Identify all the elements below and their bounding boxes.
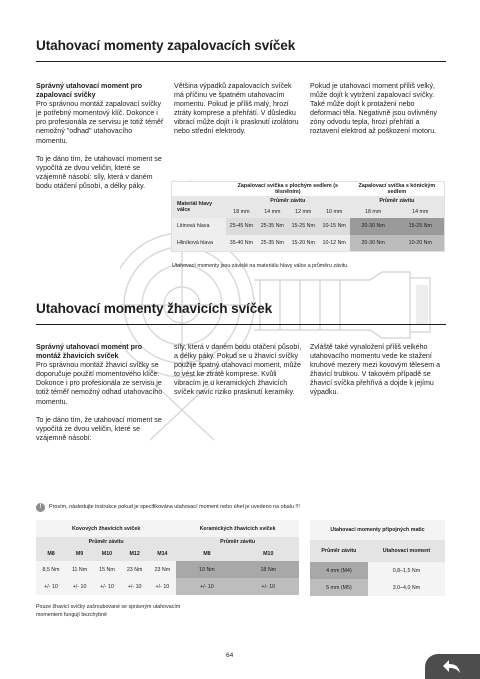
table1-cell: 10-12 Nm — [319, 235, 350, 252]
table2-head-metal: Kovových žhavicích svíček — [36, 520, 176, 537]
table1-cell: 20-30 Nm — [350, 235, 397, 252]
table2-head-ceramic: Keramických žhavicích svíček — [176, 520, 299, 537]
spark-text-column-3 — [310, 82, 444, 146]
table3-cell: 4 mm (M4) — [310, 562, 368, 579]
table1-corner — [172, 182, 226, 196]
glow-plug-torque-table — [36, 520, 299, 595]
table1-thread-right: Průměr závitu — [350, 196, 445, 207]
table2-thread-left: Průměr závitu — [36, 537, 176, 547]
title-underline — [36, 61, 446, 62]
table-row — [172, 218, 445, 235]
spark-col1-paragraph-1: Pro správnou montáž zapalovací svíčky je potřebný momentový klíč. Dokonce i pro profesionála ze servisu je totiž téměř nemožný "odhad" utahovacího momentu. — [36, 100, 164, 145]
table2-size: M10 — [93, 547, 121, 561]
table2-cell: +/- 10 — [36, 578, 66, 595]
spark-text-column-1 — [36, 82, 164, 200]
table1-cell: 10-20 Nm — [397, 235, 445, 252]
nut-torque-table — [310, 520, 445, 596]
footnote: Pouze žhavicí svíčky zašroubované se správným utahovacím momentem fungují bezchybně — [36, 604, 181, 618]
table-row — [310, 562, 445, 579]
spark-col3-paragraph: Pokud je utahovací moment příliš velký, může dojít k vytržení zapalovací svíčky. Také může dojít k protažení nebo deformaci těla. Negativně jsou ovlivněny zóny odvodu tepla, hrozí přehřátí a roztavení elektrod až poškození motoru. — [310, 82, 437, 136]
table3-cell: 0,8–1,5 Nm — [368, 562, 445, 579]
table-row — [310, 579, 445, 596]
table2-cell: +/- 10 — [93, 578, 121, 595]
table2-thread-right: Průměr závitu — [176, 537, 299, 547]
table2-cell: +/- 10 — [238, 578, 299, 595]
section-title-spark-plugs: Utahovací momenty zapalovacích svíček — [36, 38, 296, 53]
table3-col-size: Průměr závitu — [310, 540, 368, 562]
table2-size: M10 — [238, 547, 299, 561]
table-row — [172, 235, 445, 252]
section-title-glow-plugs: Utahovací momenty žhavicích svíček — [36, 301, 273, 316]
info-exclamation-icon: ! — [36, 503, 45, 512]
table1-head-conical-seat: Zapalovací svíčka s kónickým sedlem — [358, 182, 436, 195]
table2-cell: +/- 10 — [66, 578, 93, 595]
table1-size: 14 mm — [257, 207, 288, 218]
table2-size: M9 — [66, 547, 93, 561]
table1-size: 10 mm — [319, 207, 350, 218]
table2-size: M14 — [149, 547, 177, 561]
glow-text-column-3 — [310, 343, 444, 407]
table2-cell: 8,5 Nm — [36, 561, 66, 578]
table1-cell: 10-15 Nm — [319, 218, 350, 235]
table1-material-header: Materiál hlavy válce — [172, 196, 226, 218]
page-number: 64 — [226, 652, 234, 659]
table2-size: M12 — [121, 547, 149, 561]
glow-col1-paragraph-1: Pro správnou montáž žhavicí svíčky se doporučuje použití momentového klíče. Dokonce i pro profesionála ze servisu je totiž téměř nemožný odhad utahovacího momentu. — [36, 361, 163, 406]
table2-cell: 23 Nm — [121, 561, 149, 578]
glow-text-column-1 — [36, 343, 164, 452]
table1-cell: 25-35 Nm — [257, 218, 288, 235]
table1-size: 12 mm — [288, 207, 319, 218]
spark-col1-heading: Správný utahovací moment pro zapalovací svíčky — [36, 82, 143, 100]
table3-head: Utahovací momenty připojných matic — [310, 520, 445, 540]
table2-cell: 11 Nm — [66, 561, 93, 578]
table1-size: 18 mm — [226, 207, 257, 218]
table1-cell: 15-25 Nm — [288, 218, 319, 235]
spark-col2-paragraph: Většina výpadků zapalovacích svíček má příčinu ve špatném utahovacím momentu. Pokud je příliš malý, hrozí ztráty komprese a přehřátí. V důsledku vibrací může dojít i k prasknutí izolátoru nebo střední elektrody. — [174, 82, 299, 136]
table2-size: M8 — [36, 547, 66, 561]
table2-cell: +/- 10 — [149, 578, 177, 595]
glow-text-column-2 — [174, 343, 302, 407]
table2-cell: 10 Nm — [176, 561, 237, 578]
spark-col1-paragraph-2: To je dáno tím, že utahovací moment se vypočítá ze dvou veličin, které se vzájemně násobí: síly, která v daném bodu otáčení působí, a délky páky. — [36, 154, 162, 190]
spark-plug-torque-table — [171, 181, 445, 252]
glow-col3-paragraph: Zvláště také vynaložení příliš velkého utahovacího momentu vede ke stažení kruhové mezery mezi kovovým tělesem a žhavicí trubkou. V takovém případě se žhavicí svíčka přehřívá a dojde k jejímu výpadku. — [310, 343, 441, 397]
table1-row-label: Litinová hlava — [172, 218, 226, 235]
table2-cell: 18 Nm — [238, 561, 299, 578]
table1-size: 14 mm — [397, 207, 445, 218]
glow-col2-paragraph: síly, která v daném bodu otáčení působí, a délky páky. Pokud se u žhavicí svíčky použije špatný utahovací moment, může to vést ke ztrátě komprese. Kvůli vibracím je u keramických žhavicích svíček navíc riziko prasknutí keramiky. — [174, 343, 302, 397]
glow-col1-heading: Správný utahovací moment pro montáž žhavicích svíček — [36, 343, 143, 361]
table1-cell: 15-20 Nm — [288, 235, 319, 252]
table3-col-torque: Utahovací moment — [368, 540, 445, 562]
table2-cell: 15 Nm — [93, 561, 121, 578]
title-underline — [36, 324, 446, 325]
table1-size: 18 mm — [350, 207, 397, 218]
table1-cell: 15-25 Nm — [397, 218, 445, 235]
table-row — [36, 561, 299, 578]
table1-cell: 20-30 Nm — [350, 218, 397, 235]
back-button[interactable] — [425, 654, 480, 679]
table1-cell: 25-35 Nm — [257, 235, 288, 252]
table2-cell: 23 Nm — [149, 561, 177, 578]
table3-cell: 5 mm (M5) — [310, 579, 368, 596]
spark-text-column-2 — [174, 82, 302, 146]
table1-head-flat-seat: Zapalovací svíčka s plochým sedlem (s těsněním) — [237, 182, 338, 195]
table1-cell: 35-40 Nm — [226, 235, 257, 252]
table2-cell: +/- 10 — [121, 578, 149, 595]
table-row — [36, 578, 299, 595]
table1-cell: 25-45 Nm — [226, 218, 257, 235]
table2-size: M8 — [176, 547, 237, 561]
info-notice — [36, 503, 445, 513]
table1-note: Utahovací momenty jsou závislé na materiálu hlavy válce a průměru závitu — [172, 263, 348, 269]
table1-row-label: Hliníková hlava — [172, 235, 226, 252]
info-notice-text: Prosím, následujte instrukce pokud je specifikována utahovací moment nebo úhel je uvedeno na obalu !!! — [49, 504, 300, 510]
back-arrow-icon — [441, 658, 463, 675]
table3-cell: 3,0–4,0 Nm — [368, 579, 445, 596]
table1-thread-left: Průměr závitu — [226, 196, 350, 207]
glow-col1-paragraph-2: To je dáno tím, že utahovací moment se vypočítá ze dvou veličin, které se vzájemně násobí: — [36, 415, 162, 442]
table2-cell: +/- 10 — [176, 578, 237, 595]
